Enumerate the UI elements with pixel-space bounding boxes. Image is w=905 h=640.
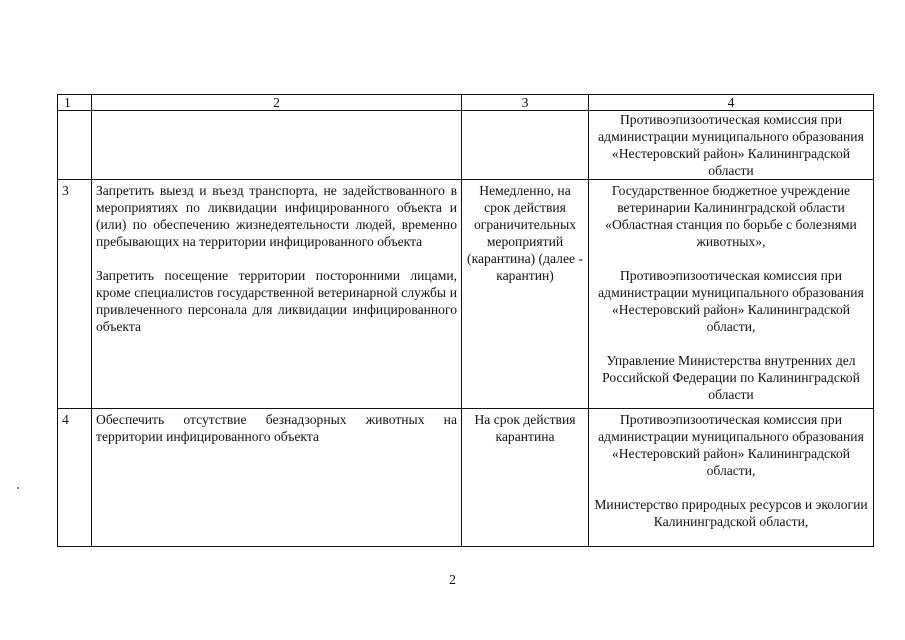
responsible-item: Противоэпизоотическая комиссия при администрации муниципального образования «Нестеровский район» Калининградской области, bbox=[598, 412, 864, 478]
header-col-4: 4 bbox=[589, 95, 874, 111]
responsible-item: Министерство природных ресурсов и экологии Калининградской области, bbox=[594, 497, 868, 529]
responsible-item: Противоэпизоотическая комиссия при администрации муниципального образования «Нестеровский район» Калининградской области bbox=[598, 112, 864, 178]
row-number bbox=[58, 111, 92, 180]
table-row bbox=[58, 111, 874, 180]
row-responsible bbox=[589, 111, 874, 180]
header-col-2: 2 bbox=[92, 95, 462, 111]
row-number: 3 bbox=[58, 180, 92, 409]
row-responsible bbox=[589, 180, 874, 409]
term-item: Немедленно, на срок действия ограничительных мероприятий (карантина) (далее - карантин) bbox=[467, 183, 583, 283]
row-term bbox=[462, 409, 589, 547]
row-action bbox=[92, 409, 462, 547]
responsible-item: Управление Министерства внутренних дел Российской Федерации по Калининградской области bbox=[602, 353, 860, 402]
measures-table bbox=[57, 94, 874, 547]
table-row bbox=[58, 180, 874, 409]
row-term bbox=[462, 111, 589, 180]
row-number: 4 bbox=[58, 409, 92, 547]
action-item: Обеспечить отсутствие безнадзорных животных на территории инфицированного объекта bbox=[96, 412, 457, 444]
row-action bbox=[92, 111, 462, 180]
action-item: Запретить посещение территории посторонними лицами, кроме специалистов государственной ветеринарной службы и привлеченного персонала для ликвидации инфицированного объекта bbox=[96, 268, 457, 334]
term-item: На срок действия карантина bbox=[474, 412, 576, 444]
row-action bbox=[92, 180, 462, 409]
page-number: 2 bbox=[449, 573, 456, 588]
header-col-1: 1 bbox=[58, 95, 92, 111]
responsible-item: Противоэпизоотическая комиссия при администрации муниципального образования «Нестеровский район» Калининградской области, bbox=[598, 268, 864, 334]
table-row bbox=[58, 409, 874, 547]
table-header-row bbox=[58, 95, 874, 111]
header-col-3: 3 bbox=[462, 95, 589, 111]
responsible-item: Государственное бюджетное учреждение ветеринарии Калининградской области «Областная станция по борьбе с болезнями животных», bbox=[605, 183, 857, 249]
scan-speck bbox=[17, 487, 19, 489]
action-item: Запретить выезд и въезд транспорта, не задействованного в мероприятиях по ликвидации инфицированного объекта и (или) по обеспечению жизнедеятельности людей, временно пребывающих на территории инфицированного объекта bbox=[96, 183, 457, 249]
row-term bbox=[462, 180, 589, 409]
row-responsible bbox=[589, 409, 874, 547]
